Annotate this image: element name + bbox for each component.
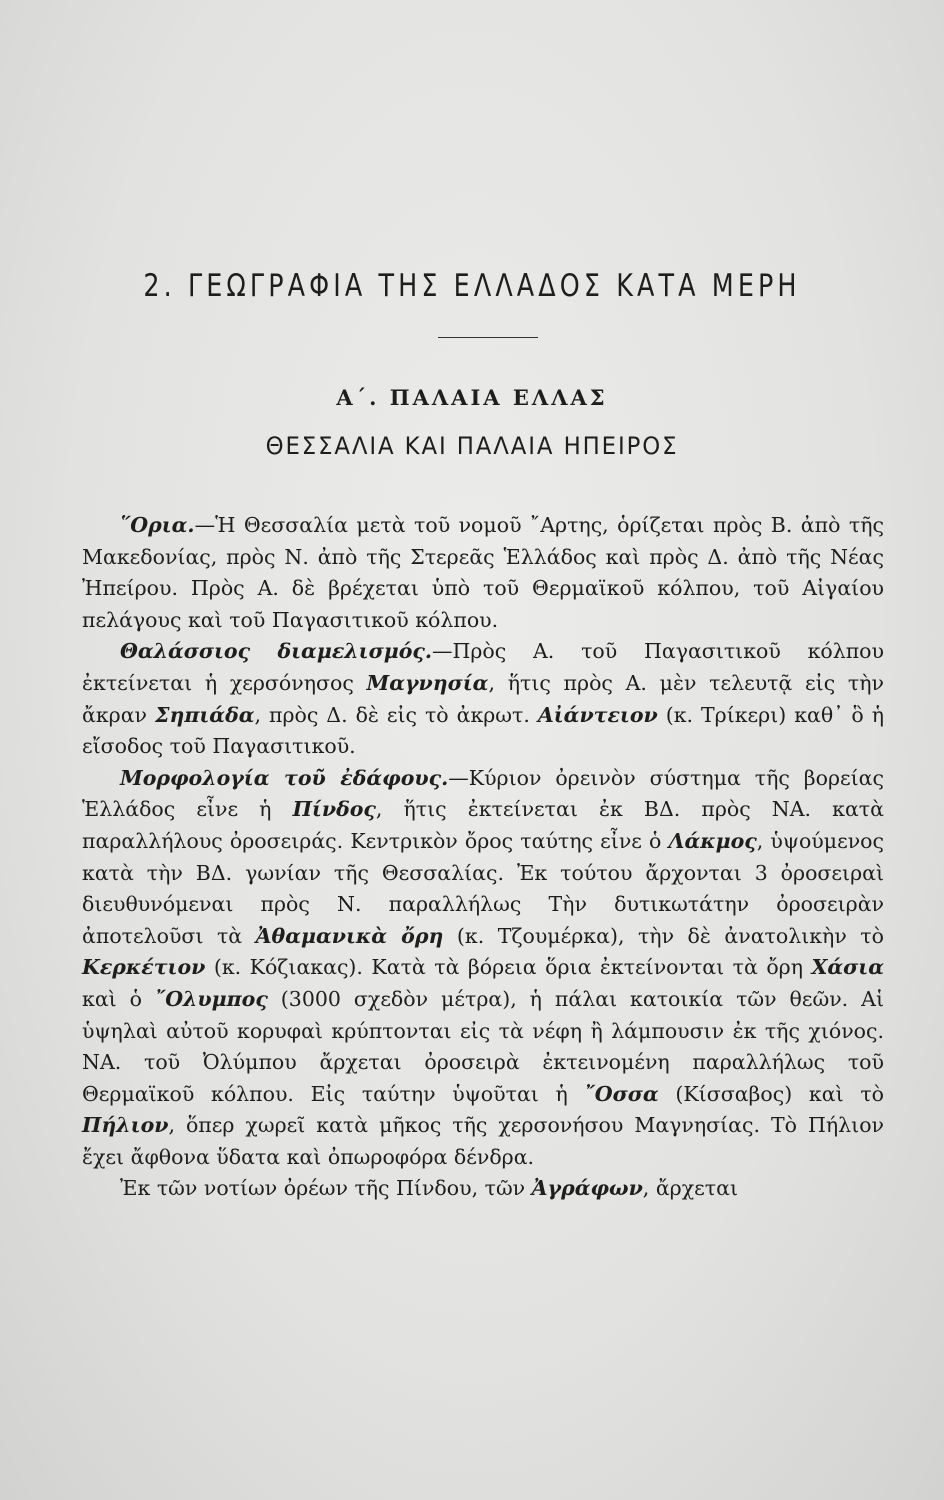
chapter-title: 2. ΓΕΩΓΡΑΦΙΑ ΤΗΣ ΕΛΛΑΔΟΣ ΚΑΤΑ ΜΕΡΗ	[143, 268, 801, 304]
paragraph-text: —Κύριον ὀρεινὸν σύστημα τῆς βορείας Ἑλλάδος εἶνε ἡ	[82, 765, 884, 822]
place-name: Χάσια	[811, 955, 884, 980]
section-title: Α΄. ΠΑΛΑΙΑ ΕΛΛΑΣ	[336, 385, 608, 410]
paragraph-text: , ὅπερ χωρεῖ κατὰ μῆκος τῆς χερσονήσου Μαγνησίας. Τὸ Πήλιον ἔχει ἄφθονα ὕδατα καὶ ὀπωροφόρα δένδρα.	[82, 1113, 884, 1169]
paragraph-text: , ἥτις πρὸς Α. μὲν τελευτᾷ εἰς τὴν ἄκραν	[82, 670, 884, 727]
paragraph-text: —Ἡ Θεσσαλία μετὰ τοῦ νομοῦ ῎Αρτης, ὁρίζεται πρὸς Β. ἀπὸ τῆς Μακεδονίας, πρὸς Ν. ἀπὸ τῆς Στερεᾶς Ἑλλάδος καὶ πρὸς Δ. ἀπὸ τῆς Νέας Ἠπείρου. Πρὸς Α. δὲ βρέχεται ὑπὸ τοῦ Θερμαϊκοῦ κόλπου, τοῦ Αἰγαίου πελάγους καὶ τοῦ Παγασιτικοῦ κόλπου.	[82, 513, 884, 632]
paragraph-text: (κ. Τζουμέρκα), τὴν δὲ ἀνατολικὴν τὸ	[443, 923, 884, 948]
paragraph-text: (κ. Τρίκερι) καθ᾽ ὃ ἡ εἴσοδος τοῦ Παγασιτικοῦ.	[82, 702, 884, 759]
paragraph-morphology	[82, 763, 884, 1174]
paragraph-text: Ἐκ τῶν νοτίων ὀρέων τῆς Πίνδου, τῶν	[120, 1176, 532, 1201]
subsection-title: ΘΕΣΣΑΛΙΑ ΚΑΙ ΠΑΛΑΙΑ ΗΠΕΙΡΟΣ	[265, 432, 679, 460]
paragraph-text: , ἥτις ἐκτείνεται ἐκ ΒΔ. πρὸς ΝΑ. κατὰ παραλλήλους ὀροσειράς. Κεντρικὸν ὄρος ταύτης εἶνε ὁ	[82, 797, 884, 853]
paragraph-heading: Μορφολογία τοῦ ἐδάφους.	[120, 765, 449, 790]
paragraph-text: —Πρὸς Α. τοῦ Παγασιτικοῦ κόλπου ἐκτείνεται ἡ χερσόνησος	[82, 639, 884, 695]
paragraph-text: καὶ ὁ	[82, 986, 155, 1011]
paragraph-borders	[82, 510, 884, 636]
place-name: ῎Ολυμπος	[154, 986, 268, 1011]
paragraph-text: (Κίσσαβος) καὶ τὸ	[658, 1081, 884, 1106]
place-name: Λάκμος	[668, 828, 757, 853]
place-name: Πήλιον	[82, 1113, 169, 1138]
body-text	[82, 510, 884, 1205]
paragraph-coastline	[82, 636, 884, 762]
place-name: Πίνδος	[292, 797, 376, 822]
paragraph-text: (κ. Κόζιακας). Κατὰ τὰ βόρεια ὅρια ἐκτείνονται τὰ ὄρη	[205, 955, 812, 980]
paragraph-text: , ἄρχεται	[642, 1176, 738, 1201]
place-name: Κερκέτιον	[82, 955, 206, 980]
paragraph-text: , πρὸς Δ. δὲ εἰς τὸ ἀκρωτ.	[254, 702, 538, 727]
paragraph-heading: ῞Ορια.	[120, 513, 195, 537]
place-name: Σηπιάδα	[154, 702, 255, 727]
place-name: Ἀγράφων	[531, 1176, 643, 1201]
place-name: Μαγνησία	[366, 670, 489, 695]
place-name: Ἀθαμανικὰ ὄρη	[255, 923, 444, 948]
title-rule	[438, 337, 538, 338]
place-name: ῎Οσσα	[584, 1081, 659, 1106]
paragraph-agrafa	[82, 1173, 884, 1205]
place-name: Αἰάντειον	[537, 702, 658, 727]
paragraph-text: (3000 σχεδὸν μέτρα), ἡ πάλαι κατοικία τῶν θεῶν. Αἱ ὑψηλαὶ αὐτοῦ κορυφαὶ κρύπτονται εἰς τὰ νέφη ἢ λάμπουσιν ἐκ τῆς χιόνος. ΝΑ. τοῦ Ὀλύμπου ἄρχεται ὀροσειρὰ ἐκτεινομένη παραλλήλως τοῦ Θερμαϊκοῦ κόλπου. Εἰς ταύτην ὑψοῦται ἡ	[82, 986, 884, 1106]
paragraph-text: , ὑψούμενος κατὰ τὴν ΒΔ. γωνίαν τῆς Θεσσαλίας. Ἐκ τούτου ἄρχονται 3 ὀροσειραὶ διευθυνόμεναι πρὸς Ν. παραλλήλως Τὴν δυτικωτάτην ὀροσειρὰν ἀποτελοῦσι τὰ	[82, 828, 884, 948]
paragraph-heading: Θαλάσσιος διαμελισμός.	[120, 639, 432, 664]
